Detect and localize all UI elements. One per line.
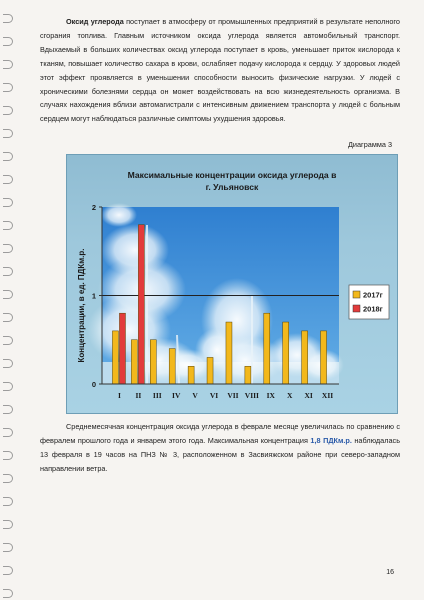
x-tick-label: VIII [244, 391, 259, 400]
intro-paragraph [40, 15, 400, 126]
bar-2017г-XI [302, 331, 308, 384]
binder-ring [3, 290, 13, 299]
after-text-1: Среднемесячная концентрация оксида углерода в феврале месяце увеличилась по сравнению с февралем прошлого года и январем этого года. Максимальная концентрация [40, 422, 400, 445]
bar-2017г-V [188, 366, 194, 384]
binder-ring [3, 428, 13, 437]
frosted-tree-blob [101, 203, 137, 227]
binder-rings [0, 0, 16, 600]
binder-ring [3, 198, 13, 207]
legend-label-2018г: 2018г [363, 304, 383, 314]
x-tick-label: IV [172, 391, 181, 400]
binder-ring [3, 60, 13, 69]
y-tick-label: 0 [91, 380, 96, 389]
x-tick-label: IX [266, 391, 275, 400]
page-number: 16 [386, 569, 394, 576]
after-text-2: наблюдалась 13 февраля в 19 часов на ПНЗ № 3, расположенном в Засвияжском районе при северо-западном направлении ветра. [40, 435, 400, 473]
x-tick-label: V [192, 391, 198, 400]
y-tick-label: 1 [91, 291, 96, 301]
bar-2017г-III [150, 340, 156, 384]
binder-ring [3, 543, 13, 552]
frosted-tree-blob [159, 349, 215, 381]
binder-ring [3, 221, 13, 230]
binder-ring [3, 589, 13, 598]
bar-2017г-VI [207, 357, 213, 384]
x-tick-label: III [152, 391, 162, 400]
y-axis-label: Концентрации, в ед. ПДКм.р. [77, 248, 86, 363]
bar-2017г-I [112, 331, 118, 384]
bar-2017г-VIII [245, 366, 251, 384]
bar-2017г-IX [264, 313, 270, 384]
intro-term: Оксид углерода [66, 17, 124, 26]
legend-label-2017г: 2017г [363, 290, 383, 300]
binder-ring [3, 497, 13, 506]
x-tick-label: VI [209, 391, 219, 400]
legend-swatch-2018г [353, 305, 360, 312]
co-concentration-chart [66, 154, 398, 414]
binder-ring [3, 37, 13, 46]
bar-2017г-II [131, 340, 137, 384]
bar-2017г-XII [321, 331, 327, 384]
binder-ring [3, 313, 13, 322]
binder-ring [3, 244, 13, 253]
x-tick-label: XII [321, 391, 334, 400]
binder-ring [3, 520, 13, 529]
binder-ring [3, 566, 13, 575]
x-tick-label: XI [304, 391, 313, 400]
legend-swatch-2017г [353, 291, 360, 298]
bar-2017г-VII [226, 322, 232, 384]
x-tick-label: I [117, 391, 121, 400]
binder-ring [3, 106, 13, 115]
binder-ring [3, 267, 13, 276]
bar-2017г-IV [169, 349, 175, 384]
binder-ring [3, 382, 13, 391]
binder-ring [3, 152, 13, 161]
chart-title-line1: Максимальные концентрации оксида углерода в [127, 170, 337, 180]
intro-text: поступает в атмосферу от промышленных предприятий в результате неполного сгорания топлива. Главным источником оксида углерода является автомобильный транспорт. Вдыхаемый в больших количествах оксид углерода поступает в кровь, уменьшает приток кислорода к тканям, повышает количество сахара в крови, ослабляет подачу кислорода к сердцу. У здоровых людей этот эффект проявляется в уменьшении способности выносить физические нагрузки. У людей с хроническими болезнями сердца он может воздействовать на всю жизнедеятельность организма. В случаях нахождения вблизи автомагистрали с интенсивным движением транспорта у людей с больным сердцем могут наблюдаться различные симптомы ухудшения здоровья. [40, 17, 400, 124]
binder-ring [3, 359, 13, 368]
y-tick-label: 2 [91, 203, 96, 212]
legend [349, 285, 389, 319]
binder-ring [3, 129, 13, 138]
x-tick-label: VII [227, 391, 239, 400]
chart-svg [67, 155, 397, 413]
binder-ring [3, 83, 13, 92]
binder-ring [3, 474, 13, 483]
chart-caption: Диаграмма 3 [347, 140, 392, 149]
max-concentration-highlight: 1,8 ПДКм.р. [310, 435, 352, 445]
x-tick-label: X [286, 391, 293, 400]
after-paragraph [40, 420, 400, 476]
bar-2018г-I [119, 313, 125, 384]
x-tick-label: II [135, 391, 142, 400]
binder-ring [3, 336, 13, 345]
binder-ring [3, 405, 13, 414]
bar-2017г-X [283, 322, 289, 384]
chart-title-line2: г. Ульяновск [205, 182, 259, 192]
binder-ring [3, 175, 13, 184]
binder-ring [3, 451, 13, 460]
bar-2018г-II [138, 225, 144, 384]
binder-ring [3, 14, 13, 23]
